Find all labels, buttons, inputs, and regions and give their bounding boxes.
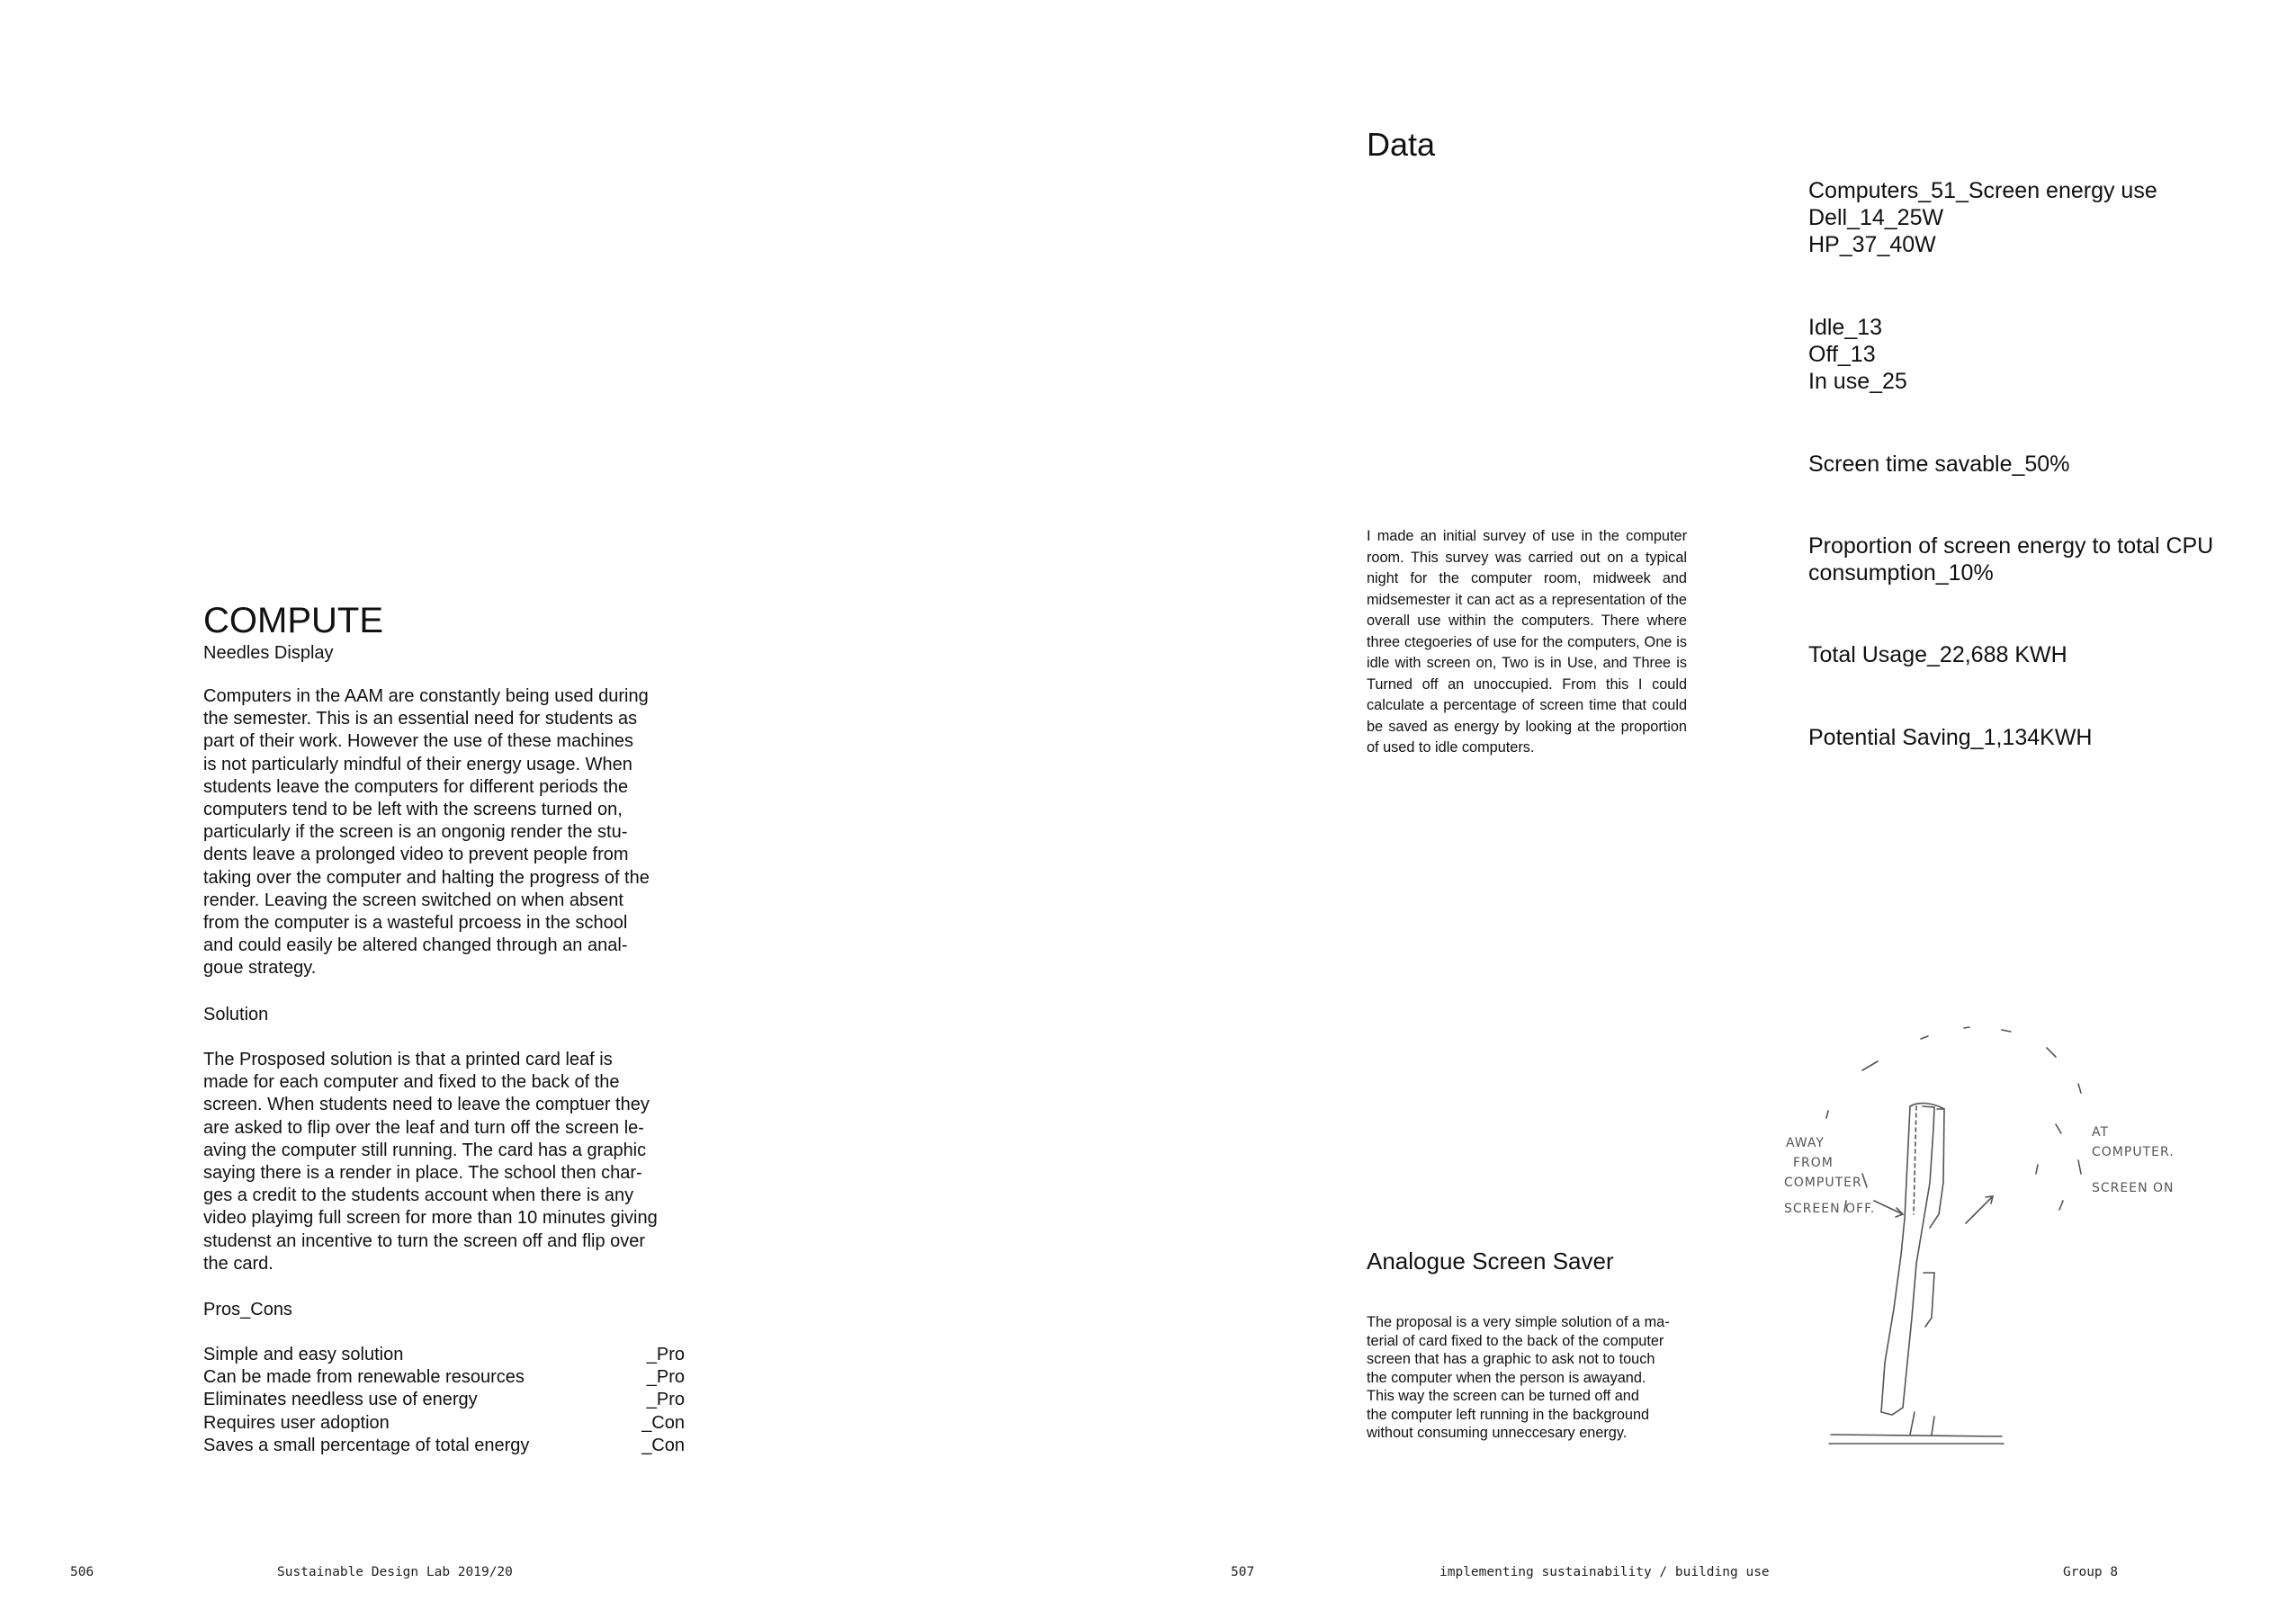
- pros-cons-tag: _Pro: [646, 1390, 685, 1410]
- stats-usage-block: [1808, 314, 2276, 395]
- sketch-label-away-3: COMPUTER: [1784, 1176, 1862, 1190]
- sketch-arrow-right: [1966, 1196, 1993, 1223]
- stat-proportion: Proportion of screen energy to total CPU consumption_10%: [1808, 533, 2214, 586]
- pros-cons-tag: _Pro: [646, 1345, 685, 1364]
- stat-off: Off_13: [1808, 342, 1876, 367]
- sketch-dash: [1964, 1027, 1969, 1028]
- solution-text: The Prosposed solution is that a printed card leaf is made for each computer and fixed to the back of the screen. When students need to leave the comptuer they are asked to flip over the leaf and turn off the screen le- aving the computer still running. The card has a graphic saying there is a render in place. The school then char- ges a credit to the students account when there is any video playimg full screen for more than 10 minutes giving studenst an incentive to turn the screen off and flip over the card.: [203, 1050, 658, 1274]
- sketch-base-legs: [1910, 1412, 1934, 1435]
- sketch-dash: [2056, 1124, 2061, 1133]
- pros-cons-item: Eliminates needless use of energy: [203, 1390, 478, 1410]
- stat-screen-time: Screen time savable_50%: [1808, 452, 2070, 477]
- sketch-dash: [2036, 1165, 2038, 1174]
- pros-cons-item: Requires user adoption: [203, 1412, 390, 1433]
- page-title-data: Data: [1367, 126, 1436, 163]
- pros-cons-item: Can be made from renewable resources: [203, 1367, 525, 1388]
- stat-idle: Idle_13: [1808, 315, 1883, 340]
- sketch-dash: [1826, 1111, 1828, 1118]
- stat-computers: Computers_51_Screen energy use: [1808, 178, 2157, 203]
- sketch-dash: [2047, 1048, 2056, 1057]
- page-number-right: 507: [1231, 1565, 1255, 1579]
- card-leaf-sketch: [1777, 1021, 2245, 1448]
- page-number-left: 506: [70, 1565, 94, 1579]
- sketch-label-away-2: FROM: [1793, 1156, 1834, 1170]
- footer-group: Group 8: [2063, 1565, 2119, 1579]
- pros-cons-item: Simple and easy solution: [203, 1345, 404, 1364]
- sketch-label-screen-on: SCREEN ON: [2092, 1181, 2175, 1195]
- list-item: [203, 1389, 685, 1411]
- sketch-card-flap: [1924, 1273, 1934, 1327]
- list-item: [203, 1412, 685, 1435]
- pros-cons-tag: _Con: [641, 1435, 685, 1455]
- sketch-label-screen-off: SCREEN OFF.: [1784, 1202, 1876, 1216]
- survey-paragraph: I made an initial survey of use in the computer room. This survey was carried out on a typical night for the computer room, midweek and midsemester it can act as a representation of the overall use within the computers. There where three ctegoeries of use for the computers, One is idle with screen on, Two is in Use, and Three is Turned off an unoccupied. From this I could calculate a percentage of screen time that could be saved as energy by looking at the proportion of used to idle computers.: [1367, 528, 1687, 756]
- pros-cons-list: [203, 1344, 685, 1457]
- pros-cons-heading: Pros_Cons: [203, 1300, 292, 1319]
- stat-hp: HP_37_40W: [1808, 232, 1936, 257]
- list-item: [203, 1366, 685, 1389]
- sketch-card-back: [1930, 1109, 1944, 1228]
- stat-dell: Dell_14_25W: [1808, 205, 1944, 230]
- page-title-compute: COMPUTE: [203, 601, 383, 640]
- pros-cons-item: Saves a small percentage of total energy: [203, 1435, 530, 1455]
- footer-section-title: implementing sustainability / building use: [1439, 1565, 1770, 1579]
- sketch-dash: [2078, 1084, 2081, 1093]
- sketch-dash: [2078, 1160, 2081, 1174]
- sketch-label-at-1: AT: [2092, 1125, 2110, 1140]
- sketch-dash: [1921, 1036, 1928, 1039]
- sketch-label-at-2: COMPUTER.: [2092, 1145, 2175, 1159]
- solution-paragraph: [203, 1049, 689, 1275]
- sketch-base: [1829, 1435, 2004, 1444]
- stat-total-usage: Total Usage_22,688 KWH: [1808, 642, 2067, 667]
- analogue-screen-saver-title: Analogue Screen Saver: [1367, 1248, 1614, 1275]
- intro-paragraph: [203, 685, 689, 980]
- sketch-dash: [2002, 1030, 2011, 1032]
- stat-in-use: In use_25: [1808, 369, 1907, 394]
- analogue-text: The proposal is a very simple solution of a ma- terial of card fixed to the back of the computer screen that has a graphic to ask not to touch the computer when the person is awayand. This way the screen can be turned off and the computer left running in the background without consuming unneccesary energy.: [1367, 1314, 1670, 1441]
- list-item: [203, 1435, 685, 1457]
- pros-cons-tag: _Con: [641, 1412, 685, 1433]
- footer-book-title: Sustainable Design Lab 2019/20: [277, 1565, 513, 1579]
- stat-potential-saving: Potential Saving_1,134KWH: [1808, 725, 2093, 750]
- sketch-arrow-left: [1874, 1201, 1903, 1217]
- sketch-dash: [1862, 1174, 1867, 1187]
- analogue-screen-saver-paragraph: [1367, 1313, 1683, 1443]
- sketch-dash: [2059, 1201, 2063, 1210]
- sketch-dash: [1862, 1061, 1878, 1070]
- intro-text: Computers in the AAM are constantly being used during the semester. This is an essential need for students as part of their work. However the use of these machines is not particularly mindful of their energy usage. When students leave the computers for different periods the computers tend to be left with the screens turned on, particularly if the screen is an ongonig render the stu- dents leave a prolonged video to prevent people from taking over the computer and halting the progress of the render. Leaving the screen switched on when absent from the computer is a wasteful prcoess in the school and could easily be altered changed through an anal- goue strategy.: [203, 686, 650, 979]
- subtitle: Needles Display: [203, 643, 334, 663]
- sketch-stand-left: [1881, 1106, 1910, 1412]
- sketch-card-dashed-edge: [1914, 1106, 1916, 1214]
- stats-computers-block: [1808, 177, 2276, 258]
- sketch-label-away-1: AWAY: [1786, 1136, 1825, 1150]
- pros-cons-tag: _Pro: [646, 1367, 685, 1388]
- solution-heading: Solution: [203, 1005, 269, 1024]
- list-item: [203, 1344, 685, 1366]
